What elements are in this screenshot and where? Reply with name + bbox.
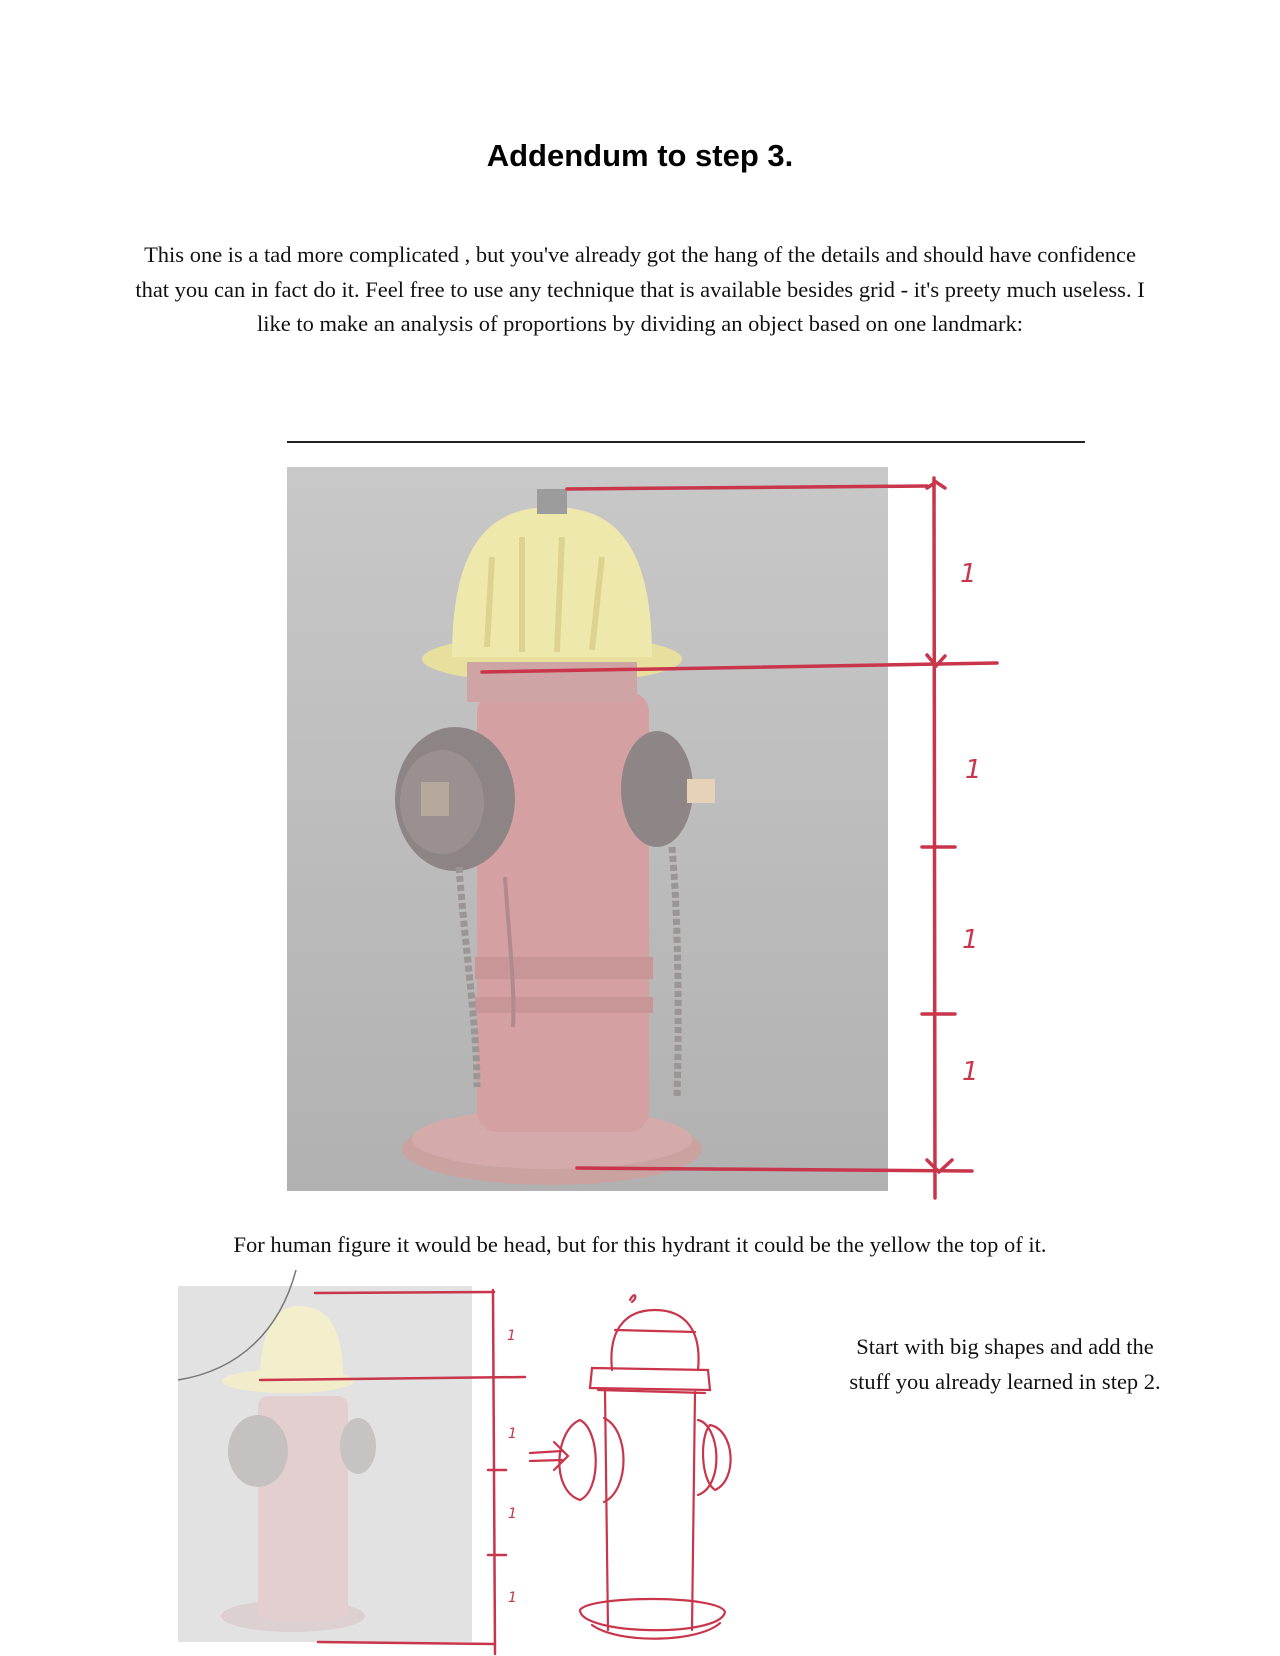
page-title: Addendum to step 3. xyxy=(486,138,794,173)
svg-text:1: 1 xyxy=(507,1328,516,1344)
svg-text:1: 1 xyxy=(508,1506,517,1522)
svg-text:1: 1 xyxy=(508,1590,517,1606)
proportion-mark-2: 1 xyxy=(965,755,982,785)
caption-text: For human figure it would be head, but for this hydrant it could be the yellow the top of it. xyxy=(233,1232,1047,1257)
proportion-guides xyxy=(287,460,1007,1210)
proportion-mark-3: 1 xyxy=(962,925,979,955)
hydrant-sketch xyxy=(520,1290,770,1650)
proportion-mark-1: 1 xyxy=(960,559,977,589)
side-note-text: Start with big shapes and add the stuff you already learned in step 2. xyxy=(849,1334,1161,1394)
horizontal-divider xyxy=(287,441,1085,443)
svg-text:1: 1 xyxy=(508,1426,517,1442)
intro-paragraph: This one is a tad more complicated , but you've already got the hang of the details and should have confidence that you can in fact do it. Feel free to use any technique that is available besides grid - it's preety much useless. I like to make an analysis of proportions by dividing an object based on one landmark: xyxy=(135,242,1145,336)
small-proportion-guides xyxy=(170,1270,530,1656)
proportion-mark-4: 1 xyxy=(962,1057,979,1087)
